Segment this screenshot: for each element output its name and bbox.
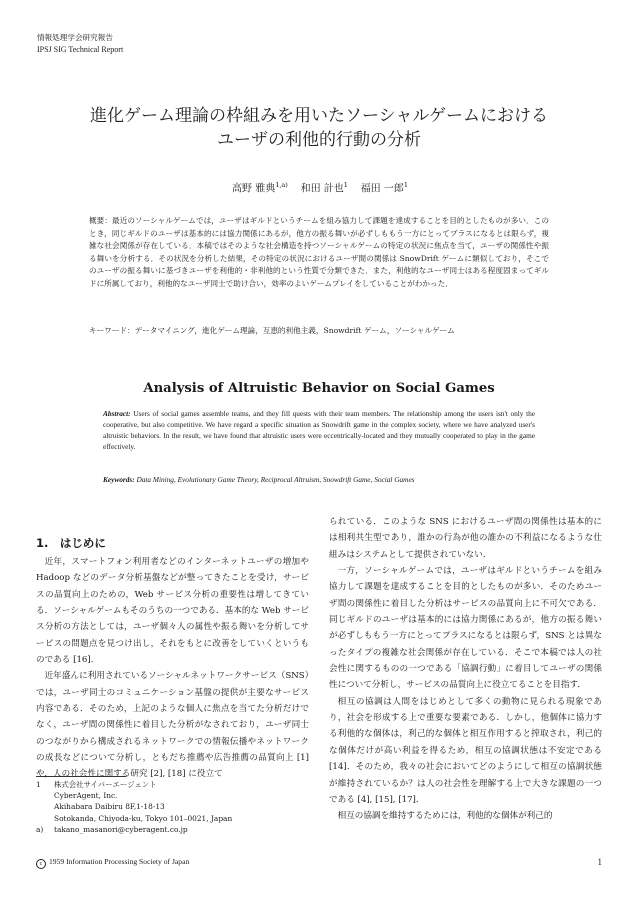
author-3-mark: 1 [403,181,408,189]
keywords-jp-text: データマイニング，進化ゲーム理論，互恵的利他主義，Snowdrift ゲーム，ソーシャルゲーム [134,326,455,335]
left-paragraph-2: 近年盛んに利用されているソーシャルネットワークサービス（SNS）では，ユーザ同士のコミュニケーション基盤の提供が主要なサービス内容である．そのため，上記のような個人に焦点を当てた分析だけでなく，ユーザ間の関係性に着目した分析がなされており，ユーザ同士のつながりから構成されるネットワークでの情報伝播やネットワークの成長などについて分析し，ともだち推薦や広告推薦の品質向上 [1] や，人の社会性に関する研究 [2], [18] に役立て [36,671,309,780]
right-paragraph-3: 相互の協調は人間をはじめとして多くの動物に見られる現象であり，社会を形成する上で重要な要素である．しかし，他個体に協力する利他的な個体は，利己的な個体と相互作用すると搾取され，利己的な個体だけが高い利益を得るため，相互の協調状態は不安定である [14]．そのため，我々の社会においてどのようにして相互の協調状態が維持されているか？は人の社会性を理解する上で大きな課題の一つである [4], [15], [17]． [329,696,602,805]
footnote-email: takano_masanori@cyberagent.co.jp [54,824,188,834]
author-1-mark: 1,a) [275,181,288,189]
footnote-line: 株式会社サイバーエージェント [54,780,157,789]
journal-name-en: IPSJ SIG Technical Report [37,45,124,54]
left-paragraph-1: 近年，スマートフォン利用者などのインターネットユーザの増加や Hadoop などのデータ分析基盤などが整ってきたことを受け，サービスの品質向上のための，Web サービス分析の重要性は増してきている．ソーシャルゲームもそのうちの一つである．基本的な Web サービス分析の方法としては，ユーザ個々人の属性や振る舞いを分析してサービスの問題点を見つけ出し，それをもとに改善をしていくというものである [16]． [36,557,309,666]
right-paragraph-2: 一方，ソーシャルゲームでは，ユーザはギルドというチームを組み協力して課題を達成することを目的としたものが多い．そのためユーザ間の関係性に着目した分析はサービスの品質向上に不可欠である．同じギルドのユーザは基本的には協力関係にあるが，他方の振る舞いが必ずしももう一方にとってプラスになるとは限らず，SNS とは異なったタイプの複雑な社会関係が存在している．そこで本稿では人の社会性に関するものの一つである「協調行動」に着目してユーザの関係性について分析し，サービスの品質向上に役立てることを目指す． [329,566,602,691]
abstract-en [103,408,535,452]
footnote-affiliation [36,779,316,839]
abstract-en-label: Abstract: [103,409,131,418]
keywords-en [103,474,543,485]
abstract-jp [89,215,549,291]
author-2-mark: 1 [343,181,348,189]
keywords-en-text: Data Mining, Evolutionary Game Theory, Reciprocal Altruism, Snowdrift Game, Social Games [136,475,415,484]
author-list [100,178,540,196]
author-1: 高野 雅典 [232,183,276,195]
copyright-notice [36,856,189,869]
author-3: 福田 一郎 [360,183,404,195]
footnote-line: CyberAgent, Inc. [54,791,118,801]
paper-title [40,104,598,152]
copyright-icon: c [36,859,46,869]
footnote-mark-2: a) [36,824,44,834]
journal-name-jp: 情報処理学会研究報告 [37,33,113,42]
copyright-text: 1959 Information Processing Society of Japan [49,857,190,866]
english-title: Analysis of Altruistic Behavior on Social Games [143,381,495,396]
footnote-line: Akihabara Daibiru 8F,1-18-13 [54,802,165,812]
page-number: 1 [597,857,602,867]
left-column [36,554,309,783]
keywords-jp [89,325,549,338]
keywords-jp-label: キーワード： [89,326,135,335]
author-2: 和田 計也 [300,183,344,195]
footnote-mark-1: 1 [36,780,41,789]
paper-title-line1: 進化ゲーム理論の枠組みを用いたソーシャルゲームにおける [90,106,548,126]
section-heading: 1. はじめに [36,536,106,550]
right-column [329,514,602,825]
footnote-rule [36,776,126,777]
abstract-jp-label: 概要： [89,216,113,225]
right-paragraph-1: られている．このような SNS におけるユーザ間の関係性は基本的には相利共生型であり，誰かの行為が他の誰かの不利益になるような仕組みはシステムとして提供されていない． [329,517,602,560]
abstract-en-text: Users of social games assemble teams, and they fill quests with their team members. The relationship among the users isn't only the cooperative, but also competitive. We have regard a specific situation as Snowdrift game in the complex society, where we have analyzed user's altruistic behaviors. In the result, we have found that altruistic users were eccentrically-located and they mutually cooperated to play in the game effectively. [103,409,535,451]
right-paragraph-4: 相互の協調を維持するためには，利他的な個体が利己的 [337,811,553,822]
paper-title-line2: ユーザの利他的行動の分析 [217,130,421,150]
abstract-jp-text: 最近のソーシャルゲームでは，ユーザはギルドというチームを組み協力して課題を達成することを目的としたものが多い．このとき，同じギルドのユーザは基本的には協力関係にあるが，他方の振る舞いが必ずしももう一方にとってプラスになるとは限らず，複雑な社会関係が存在している．本稿ではそのような社会構造を持つソーシャルゲームの特定の状況に焦点を当て，ユーザの関係性や振る舞いを分析する．その状況を分析した結果，その特定の状況におけるユーザ間の関係は SnowDrift ゲームに類似しており，そこでのユーザの振る舞いに基づきユーザを利他的・非利他的という性質で分類できた．また，利他的なユーザ同士はある程度固まってギルドに所属しており，利他的なユーザ同士で助け合い，効率のよいゲームプレイをしていることがわかった． [89,216,550,288]
keywords-en-label: Keywords: [103,475,135,484]
footnote-line: Sotokanda, Chiyoda-ku, Tokyo 101–0021, Japan [54,813,233,823]
